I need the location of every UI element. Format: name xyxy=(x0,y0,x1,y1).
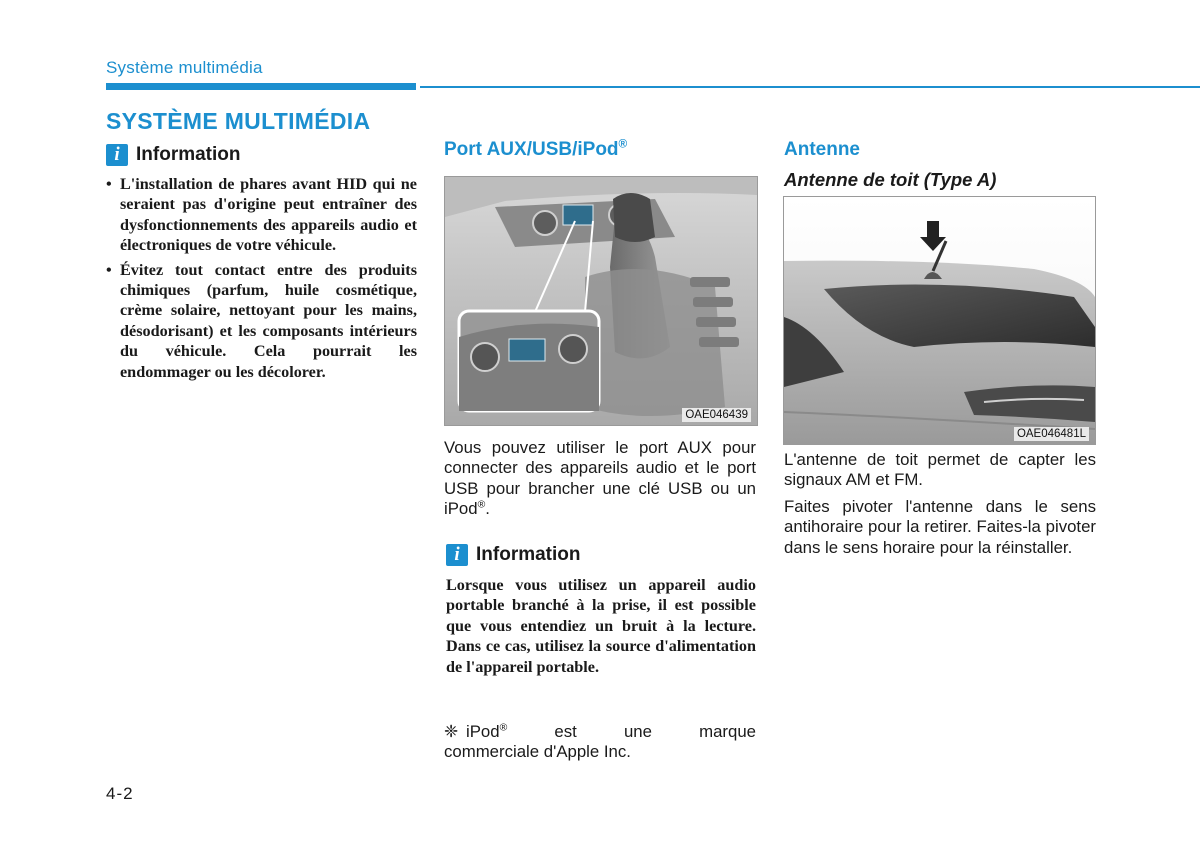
figure-code: OAE046481L xyxy=(1014,427,1089,441)
antenna-subheading: Antenne de toit (Type A) xyxy=(784,169,997,190)
note-line-1 xyxy=(466,722,756,742)
info-text: Lorsque vous utilisez un appareil audio portable branché à la prise, il est possible que vous entendiez un bruit à la lecture. Dans ce cas, utilisez la source d'alimentation de l'appareil portable. xyxy=(446,576,756,676)
aux-usb-heading xyxy=(444,139,627,161)
antenna-paragraph: Faites pivoter l'antenne dans le sens antihoraire pour la retirer. Faites-la pivoter dans le sens horaire pour la réinstaller. xyxy=(784,496,1096,557)
registered-mark: ® xyxy=(618,137,628,151)
note-line-2: commerciale d'Apple Inc. xyxy=(444,742,631,762)
console-illustration xyxy=(445,177,757,425)
info-bullet-list xyxy=(106,174,417,382)
page-title: SYSTÈME MULTIMÉDIA xyxy=(106,108,371,134)
antenna-paragraph: L'antenne de toit permet de capter les signaux AM et FM. xyxy=(784,450,1096,490)
middle-info-box xyxy=(446,544,756,677)
info-heading xyxy=(446,544,756,566)
note-trademark-text: est une marque xyxy=(554,722,756,741)
info-title: Information xyxy=(476,544,581,565)
car-roof-illustration xyxy=(784,197,1095,444)
info-bullet-item: • L'installation de phares avant HID qui ne seraient pas d'origine peut entraîner des dysfonctionnements des appareils audio et électroniques de votre véhicule. xyxy=(106,174,417,256)
aux-usb-port-figure xyxy=(444,176,758,426)
registered-mark: ® xyxy=(499,722,508,734)
aux-usb-description xyxy=(444,438,756,528)
note-ipod: iPod xyxy=(466,722,500,741)
info-icon: i xyxy=(446,544,468,566)
antenna-heading: Antenne xyxy=(784,139,860,160)
antenna-description xyxy=(784,450,1096,566)
info-heading xyxy=(106,144,417,166)
trademark-note xyxy=(444,722,756,763)
note-mark: ❈ xyxy=(444,722,459,741)
registered-mark: ® xyxy=(477,499,486,511)
header-rule-thick xyxy=(106,83,416,90)
aux-usb-body-text: Vous pouvez utiliser le port AUX pour connecter des appareils audio et le port USB pour brancher une clé USB ou un iPod xyxy=(444,438,756,519)
header-rule-thin xyxy=(420,86,1200,88)
left-column xyxy=(106,144,417,382)
section-label: Système multimédia xyxy=(106,58,263,77)
info-title: Information xyxy=(136,144,241,165)
aux-usb-heading-text: Port AUX/USB/iPod xyxy=(444,139,619,160)
figure-code: OAE046439 xyxy=(682,408,751,422)
info-bullet-item: • Évitez tout contact entre des produits chimiques (parfum, huile cosmétique, crème solaire, nettoyant pour les mains, désodorisant) et les composants intérieurs du véhicule. Cela pourrait les endommager ou les décolorer. xyxy=(106,260,417,382)
page-number: 4-2 xyxy=(106,784,134,803)
roof-antenna-figure xyxy=(783,196,1096,445)
aux-usb-body-end: . xyxy=(485,499,490,519)
info-icon: i xyxy=(106,144,128,166)
